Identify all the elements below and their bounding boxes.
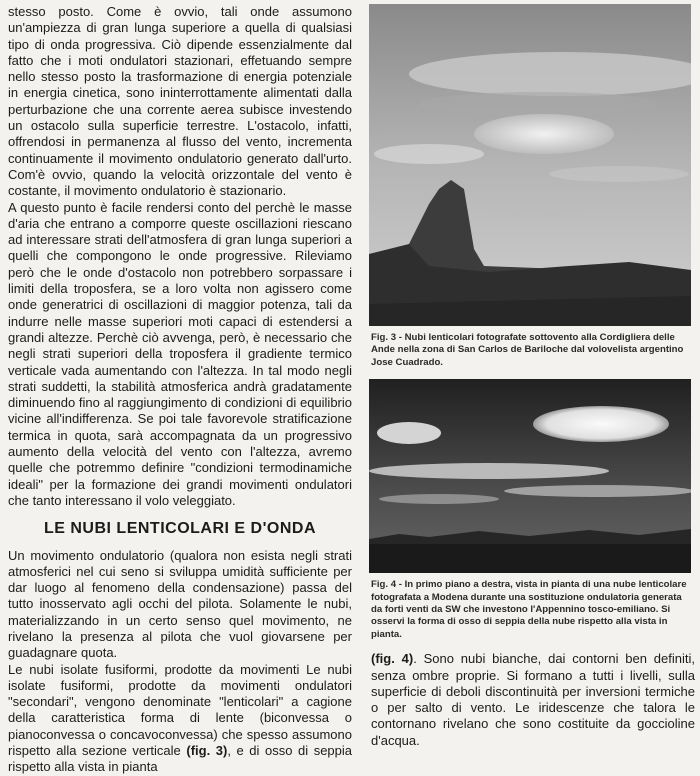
paragraph-3: Un movimento ondulatorio (qualora non esista negli strati atmosferici nel cui seno si sviluppa umidità sufficiente per dar luogo al fenomeno della condensazione) passa del tutto inosservato agli occhi del pilota. Solamente le nubi, materializzando in un certo senso quel movimento, ne rivelano la presenza al pilota che vuol giovarsene per guadagnare quota. bbox=[8, 547, 352, 661]
paragraph-1: stesso posto. Come è ovvio, tali onde assumono un'ampiezza di gran lunga superiore a quella di qualsiasi tipo di onda progressiva. Ciò dipende essenzialmente dal fatto che i moti ondulatori stazionari, effetuando sempre nello stesso posto la trasformazione di energia potenziale in energia cinetica, sono ininterrottamente alimentati dalla perturbazione che una corrente aerea subisce investendo un ostacolo sulla superficie terrestre. L'ostacolo, infatti, offrendosi in permanenza al flusso del vento, incrementa continuamente il movimento ondulatorio generato dall'urto. Com'è ovvio, quando la velocità orizzontale del vento è costante, il movimento ondulatorio è stazionario. bbox=[8, 4, 352, 199]
lenticular-cloud-modena-image bbox=[369, 379, 691, 573]
figure-3-photo bbox=[369, 4, 691, 326]
figure-3-reference: (fig. 3) bbox=[186, 743, 228, 759]
paragraph-4 bbox=[8, 662, 352, 776]
figure-4-caption: Fig. 4 - In primo piano a destra, vista in pianta di una nube lenticolare fotografata a Modena durante una sostituzione ondulatoria generata da forti venti da SW che investono l'Appennino tosco-emiliano. Si osservi la forma di osso di seppia della nube rispetto alla vista in pianta. bbox=[371, 579, 687, 640]
figure-4-reference: (fig. 4) bbox=[371, 651, 414, 667]
right-column-body: . Sono nubi bianche, dai contorni ben definiti, senza ombre proprie. Si formano a tutti i livelli, sulla superficie di deboli discontinuità per inversioni termiche o per salto di vento. Le iridescenze che talora le contornano rivelano che sono costituite da goccioline d'acqua. bbox=[371, 651, 695, 748]
left-column bbox=[8, 4, 352, 776]
paragraph-4-text: Le nubi isolate fusiformi, prodotte da movimenti Le nubi isolate fusiformi, prodotte da movimenti ondulatori "secondari", vengono denominate "lenticolari" a cagione della caratteristica forma di lente (biconvessa o pianoconvessa o concavoconvessa) che spesso assumono rispetto alla sezione verticale bbox=[8, 661, 352, 759]
section-heading: LE NUBI LENTICOLARI E D'ONDA bbox=[43, 520, 317, 538]
paragraph-4-end: , e di osso di seppia rispetto alla vista in pianta bbox=[8, 743, 353, 775]
paragraph-2: A questo punto è facile rendersi conto del perchè le masse d'aria che entrano a comporre queste oscillazioni riescano ad interessare strati dell'atmosfera di gran lunga superiori a quelli che compongono le onde progressive. Rileviamo però che le onde d'ostacolo non potrebbero sorpassare i limiti della troposfera, se a loro volta non agissero come onde generatrici di oscillazioni di maggior potenza, tali da indurre nelle masse superiori moti capaci di estendersi a grandi altezze. Perchè ciò avvenga, però, è necessario che negli strati superiori della troposfera il gradiente termico verticale vada aumentando con l'altezza. In tal modo negli strati suddetti, la stabilità atmosferica andrà gradatamente diminuendo fino al raggiungimento di condizioni di equilibrio vicine all'indifferenza. Se poi tale favorevole stratificazione termica in quota, sarà accompagnata da un progressivo aumento della velocità del vento con l'altezza, avremo quelle che potremmo definire "condizioni termodinamiche ideali" per la formazione dei grandi movimenti ondulatori che tanto interessano il volo veleggiato. bbox=[8, 199, 352, 508]
lenticular-clouds-andes-image bbox=[369, 4, 691, 326]
figure-4-photo bbox=[369, 379, 691, 573]
right-column bbox=[369, 4, 695, 749]
figure-3-caption: Fig. 3 - Nubi lenticolari fotografate sottovento alla Cordigliera delle Ande nella zona di San Carlos de Bariloche dal volovelista argentino Jose Cuadrado. bbox=[371, 332, 684, 368]
right-column-text bbox=[369, 651, 695, 749]
